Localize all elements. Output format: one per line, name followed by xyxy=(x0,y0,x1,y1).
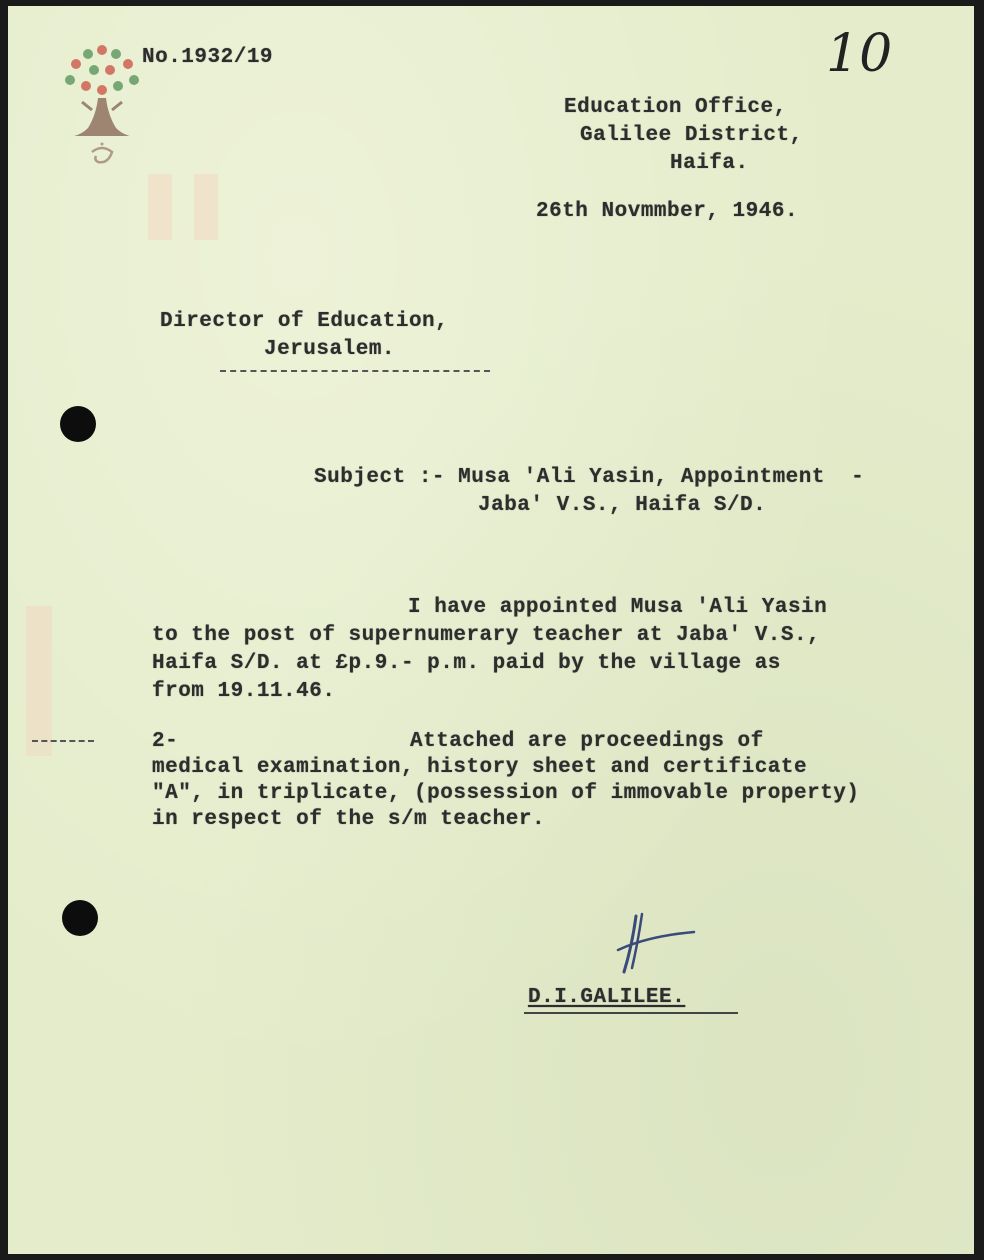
paragraph-2-line-3: "A", in triplicate, (possession of immovable property) xyxy=(152,782,860,805)
recipient-line-2: Jerusalem. xyxy=(264,338,396,361)
margin-mark xyxy=(32,740,94,742)
punch-hole-top xyxy=(60,406,96,442)
scan-blotch xyxy=(194,174,218,240)
reference-number: No.1932/19 xyxy=(142,46,274,69)
signatory: D.I.GALILEE. xyxy=(528,986,686,1009)
paragraph-2-line-4: in respect of the s/m teacher. xyxy=(152,808,546,831)
paragraph-1-line-2: to the post of supernumerary teacher at Jaba' V.S., xyxy=(152,624,821,647)
document-page xyxy=(8,6,974,1254)
sender-line-2: Galilee District, xyxy=(580,124,803,147)
paragraph-1-line-4: from 19.11.46. xyxy=(152,680,336,703)
paragraph-2-line-2: medical examination, history sheet and certificate xyxy=(152,756,808,779)
recipient-underline xyxy=(220,370,490,372)
paragraph-2-line-1: Attached are proceedings of xyxy=(410,730,764,753)
signatory-underline xyxy=(524,1012,738,1014)
scan-blotch xyxy=(148,174,172,240)
scan-blotch xyxy=(26,606,52,756)
family-tree-logo-icon xyxy=(52,40,152,190)
subject-line-2: Jaba' V.S., Haifa S/D. xyxy=(478,494,767,517)
recipient-line-1: Director of Education, xyxy=(160,310,449,333)
paragraph-1-line-3: Haifa S/D. at £p.9.- p.m. paid by the village as xyxy=(152,652,781,675)
sender-line-3: Haifa. xyxy=(670,152,749,175)
page-number: 10 xyxy=(826,24,893,84)
handwritten-initial-signature xyxy=(608,906,708,986)
paragraph-2-number: 2- xyxy=(152,730,179,753)
sender-line-1: Education Office, xyxy=(564,96,787,119)
letter-date: 26th Novmmber, 1946. xyxy=(536,200,799,223)
paragraph-1-line-1: I have appointed Musa 'Ali Yasin xyxy=(408,596,828,619)
punch-hole-bottom xyxy=(62,900,98,936)
subject-line-1: Subject :- Musa 'Ali Yasin, Appointment - xyxy=(314,466,865,489)
